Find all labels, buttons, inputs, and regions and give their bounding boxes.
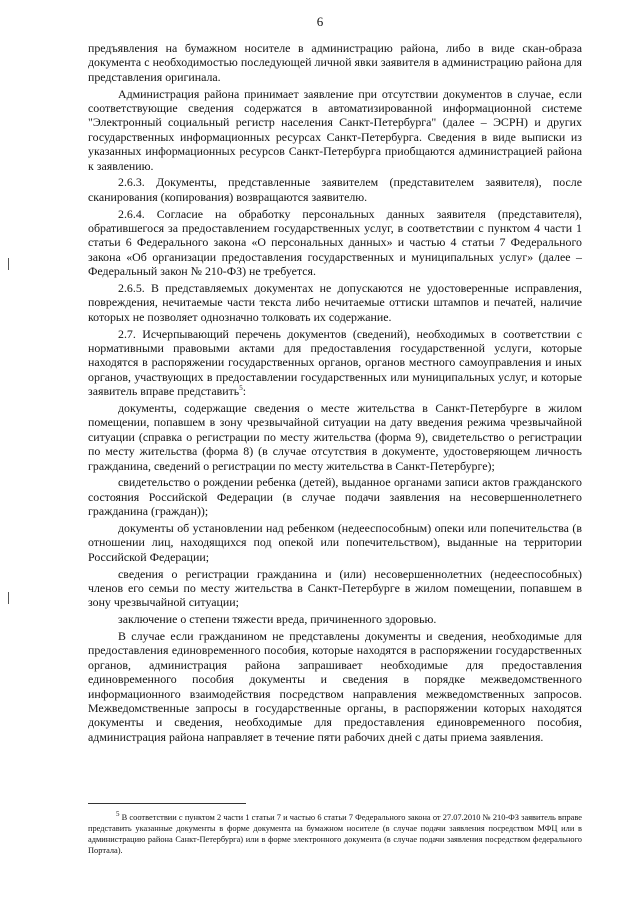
paragraph: В случае если гражданином не представлены документы и сведения, необходимые для предоставления единовременного пособия, которые находятся в распоряжении государственных органов, администрация района запрашивает необходимые для предоставления единовременного пособия документы и сведения в порядке межведомственного информационного взаимодействия посредством направления межведомственных запросов. Межведомственные запросы в государственные органы, в распоряжении которых находятся документы и сведения, необходимые для предоставления единовременного пособия, администрация района направляет в течение пяти рабочих дней с даты приема заявления.	[88, 628, 582, 744]
paragraph	[88, 327, 582, 399]
paragraph-text: 2.7. Исчерпывающий перечень документов (сведений), необходимых в соответствии с нормативными правовыми актами для предоставления государственной услуги, которые находятся в распоряжении государственных органов, органов местного самоуправления и иных органов, участвующих в предоставлении государственных или муниципальных услуг, и которые заявитель вправе представить	[88, 326, 582, 399]
paragraph: Администрация района принимает заявление при отсутствии документов в случае, если соответствующие сведения содержатся в автоматизированной информационной системе "Электронный социальный регистр населения Санкт-Петербурга" (далее – ЭСРН) и других государственных информационных ресурсах Санкт-Петербурга. Сведения в виде выписки из указанных информационных ресурсов Санкт-Петербурга приобщаются администрацией района к заявлению.	[88, 86, 582, 173]
footnote-mark: 5	[116, 810, 120, 819]
body-text	[88, 41, 582, 747]
list-item: сведения о регистрации гражданина и (или) несовершеннолетних (недееспособных) членов его семьи по месту жительства в Санкт-Петербурге в жилом помещении, попавшем в зону чрезвычайной ситуации;	[88, 566, 582, 610]
footnote-reference[interactable]: 5	[239, 384, 243, 393]
paragraph: 2.6.5. В представляемых документах не допускаются не удостоверенные исправления, повреждения, нечитаемые части текста либо нечитаемые оттиски штампов и печатей, наличие которых не позволяет однозначно толковать их содержание.	[88, 281, 582, 324]
margin-mark	[8, 592, 9, 604]
list-item: документы, содержащие сведения о месте жительства в Санкт-Петербурге в жилом помещении, попавшем в зону чрезвычайной ситуации на дату введения режима чрезвычайной ситуации (справка о регистрации по месту жительства (форма 9), свидетельство о регистрации по месту жительства (форма 8) (в случае отсутствия в документе, удостоверяющем личность гражданина, сведений о регистрации по месту жительства в Санкт-Петербурге);	[88, 401, 582, 473]
footnote	[88, 812, 582, 856]
paragraph: предъявления на бумажном носителе в администрацию района, либо в виде скан-образа документа с необходимостью последующей личной явки заявителя в администрацию района для представления оригинала.	[88, 41, 582, 84]
list-item: свидетельство о рождении ребенка (детей), выданное органами записи актов гражданского состояния Российской Федерации (в случае подачи заявления на несовершеннолетнего гражданина (граждан));	[88, 475, 582, 519]
margin-mark	[8, 258, 9, 270]
list-item: заключение о степени тяжести вреда, причиненного здоровью.	[118, 612, 437, 627]
paragraph-colon: :	[242, 384, 247, 399]
footnote-divider	[88, 803, 246, 804]
list-item: документы об установлении над ребенком (недееспособным) опеки или попечительства (в отношении лиц, находящихся под опекой или попечительством), выданные на территории Российской Федерации;	[88, 521, 582, 564]
paragraph: 2.6.3. Документы, представленные заявителем (представителем заявителя), после сканирования (копирования) возвращаются заявителю.	[88, 175, 582, 204]
page-number: 6	[316, 14, 324, 29]
footnote-text: В соответствии с пунктом 2 части 1 статьи 7 и частью 6 статьи 7 Федерального закона от 27.07.2010 № 210-ФЗ заявитель вправе представить указанные документы в форме документа на бумажном носителе (в случае подачи заявления посредством МФЦ или в администрацию района Санкт-Петербурга) или в форме электронного документа (в случае подачи заявления посредством федерального Портала).	[88, 813, 582, 855]
paragraph: 2.6.4. Согласие на обработку персональных данных заявителя (представителя), обратившегося за предоставлением государственных услуг, в соответствии с пунктом 4 части 1 статьи 6 Федерального закона «О персональных данных» и частью 4 статьи 7 Федерального закона «Об организации предоставления государственных и муниципальных услуг» (далее – Федеральный закон № 210-ФЗ) не требуется.	[88, 206, 582, 279]
